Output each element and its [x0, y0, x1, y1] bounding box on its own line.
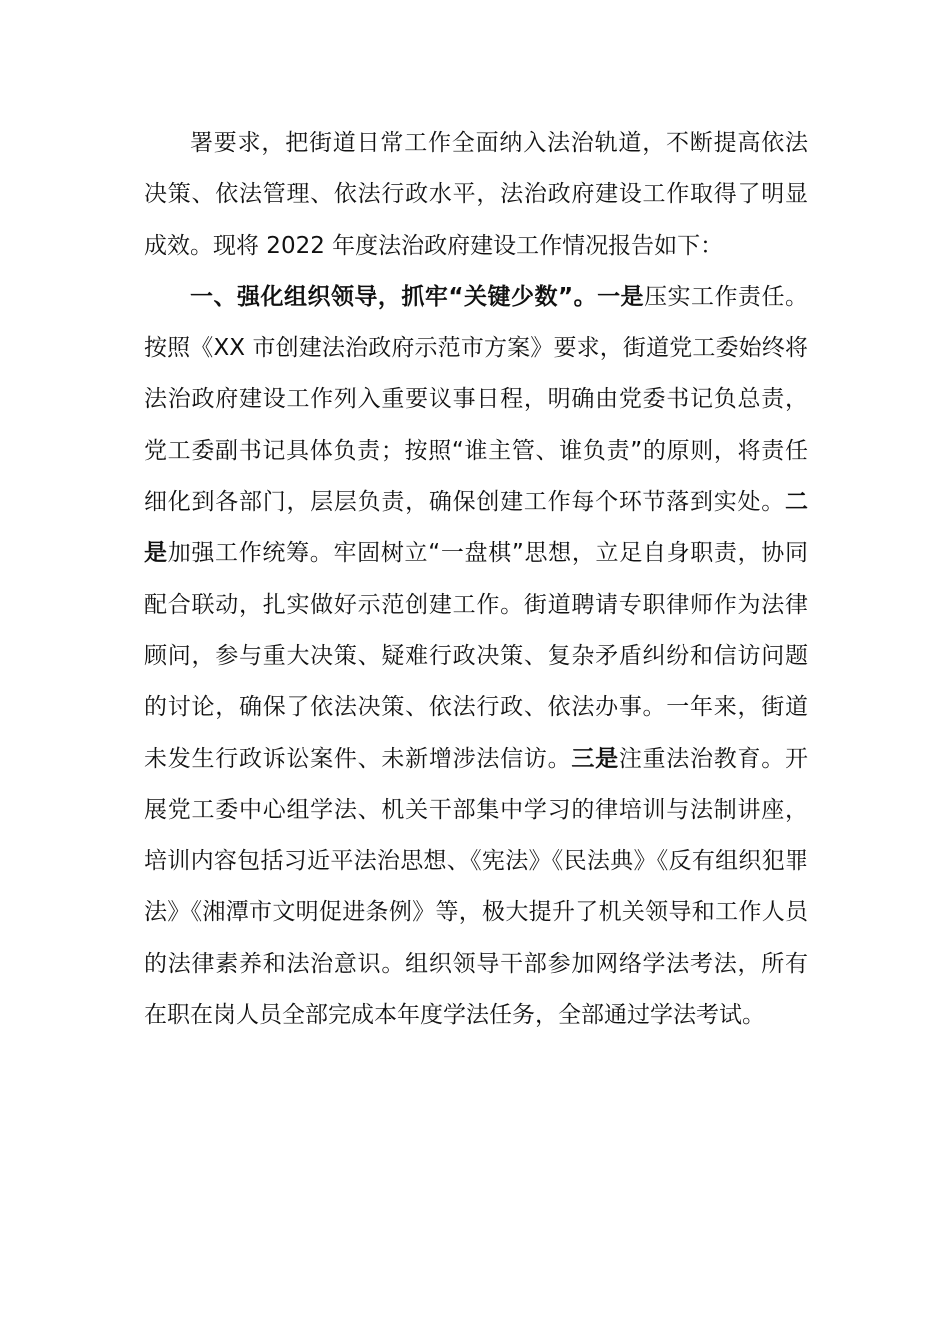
section-one-item-three-text: 注重法治教育。开展党工委中心组学法、机关干部集中学习的律培训与法制讲座，培训内容包括习近平法治思想、《宪法》《民法典》《反有组织犯罪法》《湘潭市文明促进条例》等，极大提升了机关领导和工作人员的法律素养和法治意识。组织领导干部参加网络学法考法，所有在职在岗人员全部完成本年度学法任务，全部通过学法考试。 — [144, 745, 809, 1029]
section-one-item-two-marker: 二是 — [144, 489, 808, 567]
section-one-heading: 一、强化组织领导，抓牢“关键少数”。一是 — [190, 283, 645, 310]
paragraph-intro — [144, 118, 808, 272]
section-one-item-one-text: 压实工作责任。按照《XX 市创建法治政府示范市方案》要求，街道党工委始终将法治政府建设工作列入重要议事日程，明确由党委书记负总责，党工委副书记具体负责；按照“谁主管、谁负责”的原则，将责任细化到各部门，层层负责，确保创建工作每个环节落到实处。 — [144, 283, 809, 516]
section-one-item-two-text: 加强工作统筹。牢固树立“一盘棋”思想，立足自身职责，协同配合联动，扎实做好示范创建工作。街道聘请专职律师作为法律顾问，参与重大决策、疑难行政决策、复杂矛盾纠纷和信访问题的讨论，确保了依法决策、依法行政、依法办事。一年来，街道未发生行政诉讼案件、未新增涉法信访。 — [144, 540, 808, 772]
paragraph-intro-text: 署要求，把街道日常工作全面纳入法治轨道，不断提高依法决策、依法管理、依法行政水平，法治政府建设工作取得了明显成效。现将 2022 年度法治政府建设工作情况报告如下： — [144, 130, 808, 259]
document-body — [144, 118, 808, 1041]
paragraph-section-one — [144, 272, 808, 1041]
section-one-item-three-marker: 三是 — [571, 745, 619, 772]
